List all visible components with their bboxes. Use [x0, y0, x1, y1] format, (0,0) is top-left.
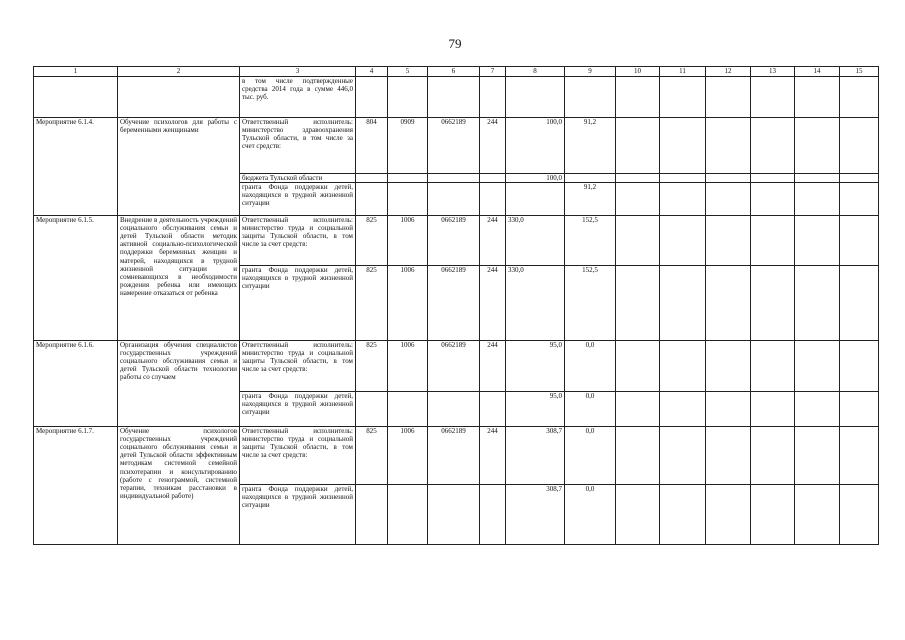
measure-name: Мероприятие 6.1.7.	[34, 427, 118, 545]
value-cell: 91,2	[565, 118, 616, 174]
measure-description: Внедрение в деятельность учреждений социального обслуживания семьи и детей Тульской области методик активной социально-психологической поддержки беременных женщин и матерей, находящихся в трудной жизненной ситуации и сомневающихся в необходимости рождения ребенка или имеющих намерение отказаться от ребенка	[118, 216, 240, 341]
measure-description: Обучение психологов для работы с беременными женщинами	[118, 118, 240, 216]
source-cell: гранта Фонда поддержки детей, находящихся в трудной жизненной ситуации	[240, 183, 356, 216]
col-header: 9	[565, 67, 616, 77]
measure-name: Мероприятие 6.1.4.	[34, 118, 118, 216]
col-header: 1	[34, 67, 118, 77]
value-cell: 0662189	[428, 216, 480, 266]
value-cell: 244	[480, 118, 506, 174]
col-header: 8	[506, 67, 565, 77]
source-cell: Ответственный исполнитель: министерство труда и социальной защиты Тульской области, в том числе за счет средств:	[240, 216, 356, 266]
source-cell: гранта Фонда поддержки детей, находящихся в трудной жизненной ситуации	[240, 392, 356, 427]
value-cell: 1006	[388, 266, 428, 341]
table-row	[34, 427, 879, 485]
value-cell: 330,0	[506, 266, 565, 341]
budget-table	[33, 66, 879, 545]
value-cell: 825	[356, 427, 388, 485]
value-cell: 804	[356, 118, 388, 174]
page-number: 79	[448, 36, 462, 51]
col-header: 7	[480, 67, 506, 77]
value-cell: 91,2	[565, 183, 616, 216]
col-header: 12	[706, 67, 751, 77]
value-cell: 0,0	[565, 427, 616, 485]
col-header: 2	[118, 67, 240, 77]
col-header: 3	[240, 67, 356, 77]
value-cell: 0,0	[565, 485, 616, 545]
source-cell: Ответственный исполнитель: министерство здравоохранения Тульской области, в том числе за счет средств:	[240, 118, 356, 174]
value-cell: 1006	[388, 341, 428, 392]
value-cell: 0662189	[428, 118, 480, 174]
value-cell: 0,0	[565, 392, 616, 427]
value-cell: 0,0	[565, 341, 616, 392]
col-header: 11	[660, 67, 706, 77]
measure-description: Организация обучения специалистов государственных учреждений социального обслуживания семьи и детей Тульской области технологии работы со случаем	[118, 341, 240, 427]
col-header: 15	[840, 67, 879, 77]
value-cell: 152,5	[565, 216, 616, 266]
col-header: 13	[751, 67, 795, 77]
col-header: 5	[388, 67, 428, 77]
value-cell: 244	[480, 266, 506, 341]
source-cell: гранта Фонда поддержки детей, находящихся в трудной жизненной ситуации	[240, 266, 356, 341]
value-cell: 244	[480, 341, 506, 392]
table-row	[34, 77, 879, 118]
value-cell: 244	[480, 216, 506, 266]
value-cell: 308,7	[506, 427, 565, 485]
value-cell: 825	[356, 216, 388, 266]
table-row	[34, 216, 879, 266]
value-cell: 825	[356, 341, 388, 392]
value-cell: 825	[356, 266, 388, 341]
source-cell: Ответственный исполнитель: министерство труда и социальной защиты Тульской области, в том числе за счет средств:	[240, 427, 356, 485]
value-cell: 1006	[388, 427, 428, 485]
table-row	[34, 341, 879, 392]
source-cell: бюджета Тульской области	[240, 174, 356, 183]
value-cell: 0662189	[428, 266, 480, 341]
table-row	[34, 118, 879, 174]
col-header: 6	[428, 67, 480, 77]
header-row	[34, 67, 879, 77]
col-header: 4	[356, 67, 388, 77]
value-cell: 95,0	[506, 341, 565, 392]
value-cell: 152,5	[565, 266, 616, 341]
value-cell: 244	[480, 427, 506, 485]
measure-name: Мероприятие 6.1.6.	[34, 341, 118, 427]
col-header: 10	[616, 67, 660, 77]
source-cell: Ответственный исполнитель: министерство труда и социальной защиты Тульской области, в том числе за счет средств:	[240, 341, 356, 392]
value-cell: 330,0	[506, 216, 565, 266]
value-cell: 100,0	[506, 174, 565, 183]
value-cell: 95,0	[506, 392, 565, 427]
source-cell: в том числе подтвержденные средства 2014 года в сумме 446,0 тыс. руб.	[240, 77, 356, 118]
value-cell: 100,0	[506, 118, 565, 174]
source-cell: гранта Фонда поддержки детей, находящихся в трудной жизненной ситуации	[240, 485, 356, 545]
value-cell: 0662189	[428, 427, 480, 485]
measure-description: Обучение психологов государственных учреждений социального обслуживания семьи и детей Тульской области эффективным методикам системной семейной психотерапии и консультированию (работе с генограммой, системной терапии, техникам расстановки в индивидуальной работе)	[118, 427, 240, 545]
value-cell: 1006	[388, 216, 428, 266]
value-cell: 308,7	[506, 485, 565, 545]
value-cell: 0662189	[428, 341, 480, 392]
measure-name: Мероприятие 6.1.5.	[34, 216, 118, 341]
col-header: 14	[795, 67, 840, 77]
value-cell: 0909	[388, 118, 428, 174]
